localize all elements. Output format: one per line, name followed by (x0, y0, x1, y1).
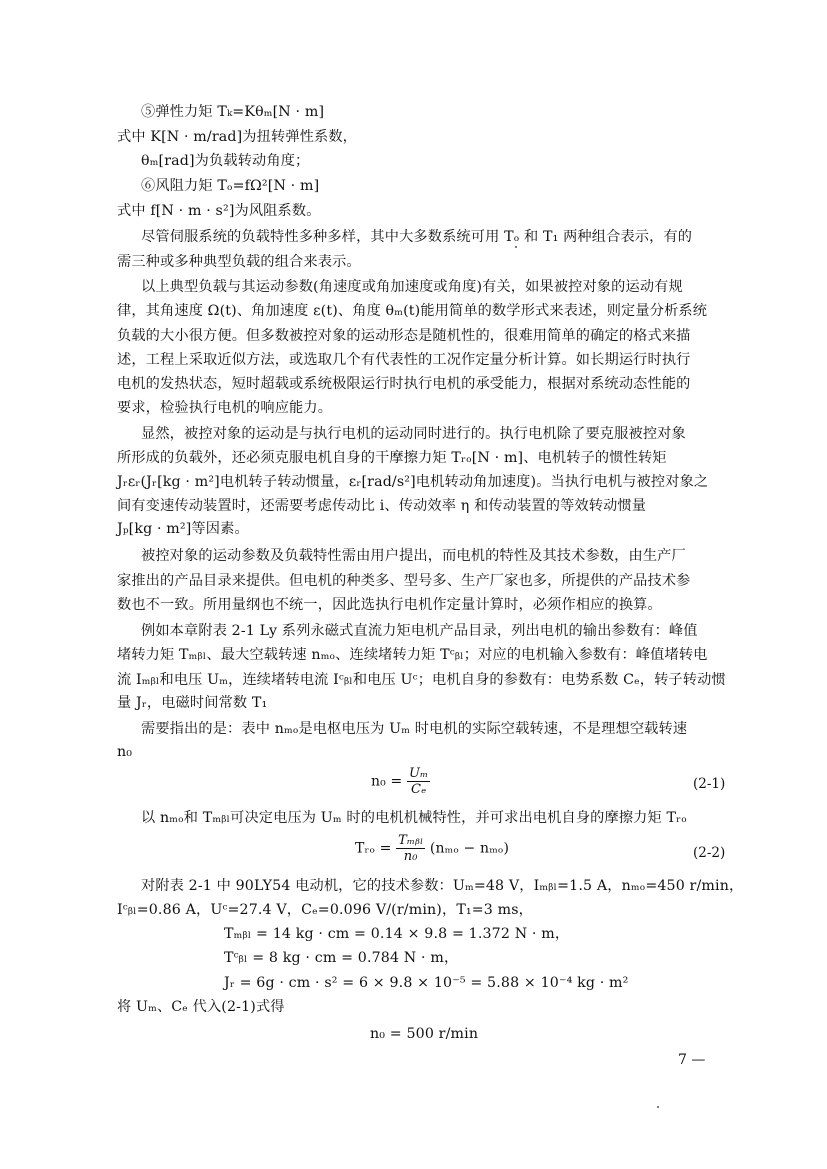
fraction-denominator: n₀ (403, 849, 418, 864)
fraction (407, 766, 430, 797)
scan-speck (515, 246, 517, 248)
text-line: 所形成的负载外，还必须克服电机自身的干摩擦力矩 Tᵣₒ[N · m]、电机转子的惯性转矩 (117, 450, 667, 466)
text-line: 对附表 2-1 中 90LY54 电动机，它的技术参数：Uₘ=48 V，Iₘᵦₗ=1.5 A，nₘₒ=450 r/min， (141, 878, 744, 894)
text-line: Iᶜᵦₗ=0.86 A，Uᶜ=27.4 V，Cₑ=0.096 V/(r/min)，T₁=3 ms， (117, 902, 534, 918)
equation-lhs: n₀ = (371, 773, 403, 790)
text-line: 流 Iₘᵦₗ和电压 Uₘ，连续堵转电流 Iᶜᵦₗ和电压 Uᶜ；电机自身的参数有：电势系数 Cₑ，转子转动惯 (117, 672, 726, 688)
text-line: 式中 f[N · m · s²]为风阻系数。 (117, 203, 321, 219)
equation-number: (2-1) (693, 776, 726, 792)
text-line: 需三种或多种典型负载的组合来表示。 (117, 254, 361, 270)
text-line: 式中 K[N · m/rad]为扭转弹性系数， (117, 129, 358, 145)
text-line: ⑥风阻力矩 Tₒ=fΩ²[N · m] (141, 178, 320, 194)
text-line: 要求，检验执行电机的响应能力。 (117, 400, 333, 416)
text-line: 家推出的产品目录来提供。但电机的种类多、型号多、生产厂家也多，所提供的产品技术参 (117, 573, 691, 589)
text-line: 间有变速传动装置时，还需要考虑传动比 i、传动效率 η 和传动装置的等效转动惯量 (117, 498, 647, 514)
fraction-denominator: Cₑ (411, 782, 427, 797)
scan-speck (657, 1106, 659, 1108)
text-line: Tᶜᵦₗ = 8 kg · cm = 0.784 N · m， (224, 950, 459, 966)
text-line: Jₚ[kg · m²]等因素。 (117, 521, 249, 537)
text-line: 例如本章附表 2-1 Ly 系列永磁式直流力矩电机产品目录，列出电机的输出参数有：峰值 (141, 623, 698, 639)
text-line: Jᵣ = 6g · cm · s² = 6 × 9.8 × 10⁻⁵ = 5.88 × 10⁻⁴ kg · m² (224, 975, 629, 991)
text-line: 以 nₘₒ和 Tₘᵦₗ可决定电压为 Uₘ 时的电机机械特性，并可求出电机自身的摩擦力矩 Tᵣₒ (141, 810, 687, 826)
text-line: 律，其角速度 Ω(t)、角加速度 ε(t)、角度 θₘ(t)能用简单的数学形式来表述，则定量分析系统 (117, 303, 708, 319)
text-line: 数也不一致。所用量纲也不统一，因此选执行电机作定量计算时，必须作相应的换算。 (117, 597, 662, 613)
equation-2-1 (371, 766, 430, 797)
text-line: 电机的发热状态，短时超载或系统极限运行时执行电机的承受能力，根据对系统动态性能的 (117, 376, 691, 392)
text-line: 需要指出的是：表中 nₘₒ是电枢电压为 Uₘ 时电机的实际空载转速，不是理想空载转速 (141, 721, 688, 737)
page-number: 7 — (678, 1052, 706, 1068)
equation-number: (2-2) (693, 845, 726, 861)
text-line: 以上典型负载与其运动参数(角速度或角加速度或角度)有关，如果被控对象的运动有规 (141, 279, 683, 295)
fraction (396, 833, 425, 864)
text-line: Tₘᵦₗ = 14 kg · cm = 0.14 × 9.8 = 1.372 N · m， (224, 926, 570, 942)
text-line: ⑤弹性力矩 Tₖ=Kθₘ[N · m] (141, 104, 325, 120)
fraction-numerator: Tₘᵦₗ (398, 833, 424, 848)
text-line: 尽管伺服系统的负载特性多种多样，其中大多数系统可用 Tₒ 和 T₁ 两种组合表示，有的 (141, 229, 693, 245)
text-line: 显然，被控对象的运动是与执行电机的运动同时进行的。执行电机除了要克服被控对象 (141, 426, 686, 442)
text-line: θₘ[rad]为负载转动角度； (141, 153, 310, 169)
text-line: 将 Uₘ、Cₑ 代入(2-1)式得 (117, 999, 285, 1015)
equation-lhs: Tᵣₒ = (355, 840, 392, 857)
text-line: n₀ = 500 r/min (370, 1026, 479, 1042)
text-line: n₀ (117, 744, 133, 760)
text-line: Jᵣεᵣ(Jᵣ[kg · m²]电机转子转动惯量，εᵣ[rad/s²]电机转动角加速度)。当执行电机与被控对象之 (117, 474, 709, 490)
text-line: 述，工程上采取近似方法，或选取几个有代表性的工况作定量分析计算。如长期运行时执行 (117, 352, 691, 368)
equation-2-2 (355, 833, 509, 864)
text-line: 被控对象的运动参数及负载特性需由用户提出，而电机的特性及其技术参数，由生产厂 (141, 548, 686, 564)
equation-rhs: (nₘₒ − nₘₒ) (429, 840, 510, 857)
text-line: 量 Jᵣ，电磁时间常数 T₁ (117, 695, 268, 711)
fraction-numerator: Uₘ (409, 766, 429, 781)
text-line: 堵转力矩 Tₘᵦₗ、最大空载转速 nₘₒ、连续堵转力矩 Tᶜᵦₗ；对应的电机输入参数有：峰值堵转电 (117, 647, 708, 663)
text-line: 负载的大小很方便。但多数被控对象的运动形态是随机性的，很难用简单的确定的格式来描 (117, 328, 691, 344)
